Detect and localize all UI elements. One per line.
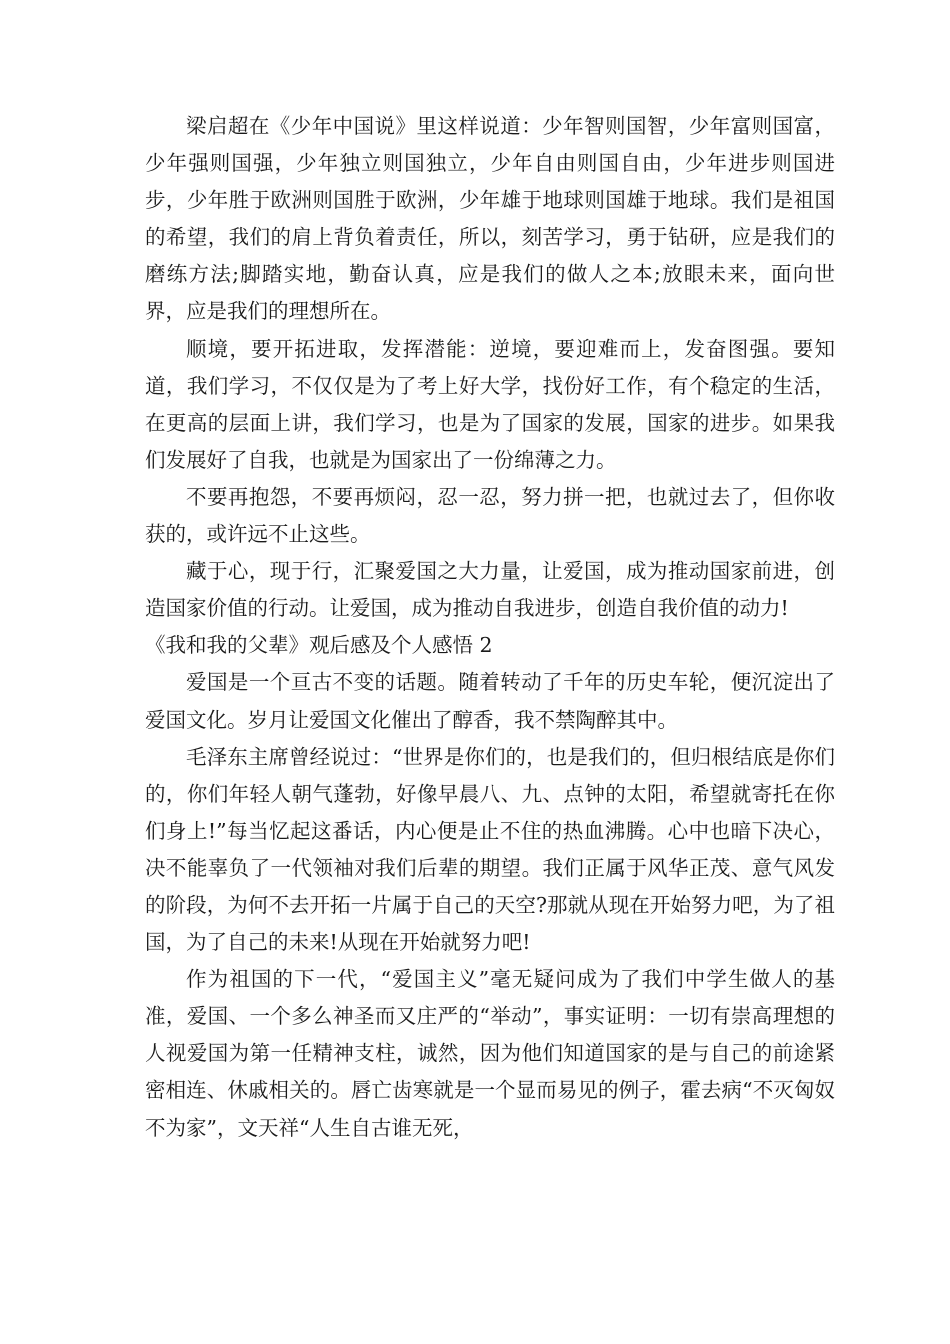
- section-heading: 《我和我的父辈》观后感及个人感悟 2: [145, 633, 493, 658]
- paragraph-liang-qichao: 梁启超在《少年中国说》里这样说道：少年智则国智，少年富则国富，少年强则国强，少年独立则国独立，少年自由则国自由，少年进步则国进步，少年胜于欧洲则国胜于欧洲，少年雄于地球则国雄于地球。我们是祖国的希望，我们的肩上背负着责任，所以，刻苦学习，勇于钻研，应是我们的磨练方法;脚踏实地，勤奋认真，应是我们的做人之本;放眼未来，面向世界，应是我们的理想所在。: [145, 114, 835, 324]
- paragraph-mao-zedong-quote: 毛泽东主席曾经说过：“世界是你们的，也是我们的，但归根结底是你们的，你们年轻人朝气蓬勃，好像早晨八、九、点钟的太阳，希望就寄托在你们身上!”每当忆起这番话，内心便是止不住的热血沸腾。心中也暗下决心，决不能辜负了一代领袖对我们后辈的期望。我们正属于风华正茂、意气风发的阶段，为何不去开拓一片属于自己的天空?那就从现在开始努力吧，为了祖国，为了自己的未来!从现在开始就努力吧!: [145, 744, 835, 955]
- paragraph-aiguo-huati: 爱国是一个亘古不变的话题。随着转动了千年的历史车轮，便沉淀出了爱国文化。岁月让爱国文化催出了醇香，我不禁陶醉其中。: [145, 670, 835, 732]
- paragraph-cang-yu-xin: 藏于心，现于行，汇聚爱国之大力量，让爱国，成为推动国家前进，创造国家价值的行动。让爱国，成为推动自我进步，创造自我价值的动力!: [145, 559, 835, 621]
- paragraph-bu-yao-bao-yuan: 不要再抱怨，不要再烦闷，忍一忍，努力拼一把，也就过去了，但你收获的，或许远不止这些。: [145, 484, 835, 547]
- paragraph-shunjing: 顺境，要开拓进取，发挥潜能：逆境，要迎难而上，发奋图强。要知道，我们学习，不仅仅是为了考上好大学，找份好工作，有个稳定的生活，在更高的层面上讲，我们学习，也是为了国家的发展，国家的进步。如果我们发展好了自我，也就是为国家出了一份绵薄之力。: [145, 336, 835, 472]
- paragraph-aiguo-zhuyi: 作为祖国的下一代，“爱国主义”毫无疑问成为了我们中学生做人的基准，爱国、一个多么神圣而又庄严的“举动”，事实证明：一切有崇高理想的人视爱国为第一任精神支柱，诚然，因为他们知道国家的是与自己的前途紧密相连、休戚相关的。唇亡齿寒就是一个显而易见的例子，霍去病“不灭匈奴不为家”，文天祥“人生自古谁无死，: [145, 967, 835, 1140]
- document-body: [145, 108, 835, 1147]
